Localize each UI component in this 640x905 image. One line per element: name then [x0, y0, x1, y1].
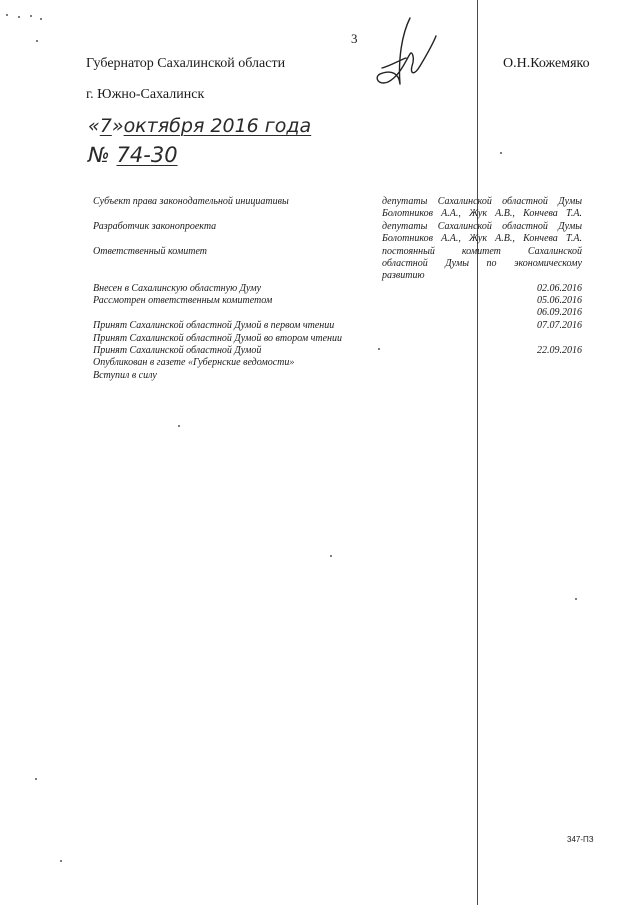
- scan-speck: [36, 40, 38, 42]
- stage-label: Рассмотрен ответственным комитетом: [93, 295, 273, 306]
- developer-label: Разработчик законопроекта: [93, 221, 217, 232]
- date-close-quote: »: [111, 115, 124, 137]
- date-month-year: октября 2016 года: [123, 115, 312, 137]
- date-open-quote: «: [88, 115, 100, 137]
- stage-label: Внесен в Сахалинскую областную Думу: [93, 283, 262, 294]
- scan-speck: [60, 860, 62, 862]
- stage-label: Принят Сахалинской областной Думой в первом чтении: [93, 320, 335, 331]
- scan-speck: [330, 555, 332, 557]
- stage-date: 07.07.2016: [537, 320, 582, 331]
- committee-value-line-3: развитию: [382, 270, 425, 281]
- fold-line: [477, 0, 478, 905]
- committee-value-line-2: областной Думы по экономическому: [382, 258, 582, 269]
- number-prefix: №: [88, 143, 110, 167]
- number-value: 74-30: [116, 143, 178, 167]
- scan-speck: [378, 348, 380, 350]
- committee-value-line-1: постоянный комитет Сахалинской: [382, 246, 582, 257]
- subject-value-line-1: депутаты Сахалинской областной Думы: [382, 196, 582, 207]
- stage-date: 06.09.2016: [537, 307, 582, 318]
- scan-speck: [40, 18, 42, 20]
- committee-label: Ответственный комитет: [93, 246, 207, 257]
- subject-label: Субъект права законодательной инициативы: [93, 196, 289, 207]
- developer-value-line-2: Болотников А.А., Жук А.В., Кончева Т.А.: [382, 233, 582, 244]
- stage-label: Опубликован в газете «Губернские ведомости»: [93, 357, 295, 368]
- scan-speck: [178, 425, 180, 427]
- scan-speck: [35, 778, 37, 780]
- stage-label: Принят Сахалинской областной Думой: [93, 345, 262, 356]
- scan-speck: [6, 14, 8, 16]
- stage-date: 05.06.2016: [537, 295, 582, 306]
- stage-label: Принят Сахалинской областной Думой во втором чтении: [93, 333, 343, 344]
- handwritten-date: [88, 115, 311, 137]
- committee-value: [382, 246, 582, 282]
- footer-code: 347-ПЗ: [567, 835, 594, 844]
- developer-value: [382, 221, 582, 245]
- subject-value-line-2: Болотников А.А., Жук А.В., Кончева Т.А.: [382, 208, 582, 219]
- scan-speck: [500, 152, 502, 154]
- handwritten-signature: [370, 14, 442, 94]
- scan-speck: [30, 15, 32, 17]
- scan-speck: [575, 598, 577, 600]
- governor-name: О.Н.Кожемяко: [503, 56, 590, 71]
- developer-value-line-1: депутаты Сахалинской областной Думы: [382, 221, 582, 232]
- stage-date: 02.06.2016: [537, 283, 582, 294]
- handwritten-number: [88, 143, 178, 167]
- stage-label: Вступил в силу: [93, 370, 157, 381]
- date-day: 7: [99, 115, 112, 137]
- subject-value: [382, 196, 582, 220]
- scan-speck: [18, 16, 20, 18]
- page-number: 3: [351, 31, 358, 46]
- stage-date: 22.09.2016: [537, 345, 582, 356]
- governor-title: Губернатор Сахалинской области: [86, 56, 286, 71]
- city: г. Южно-Сахалинск: [86, 87, 205, 102]
